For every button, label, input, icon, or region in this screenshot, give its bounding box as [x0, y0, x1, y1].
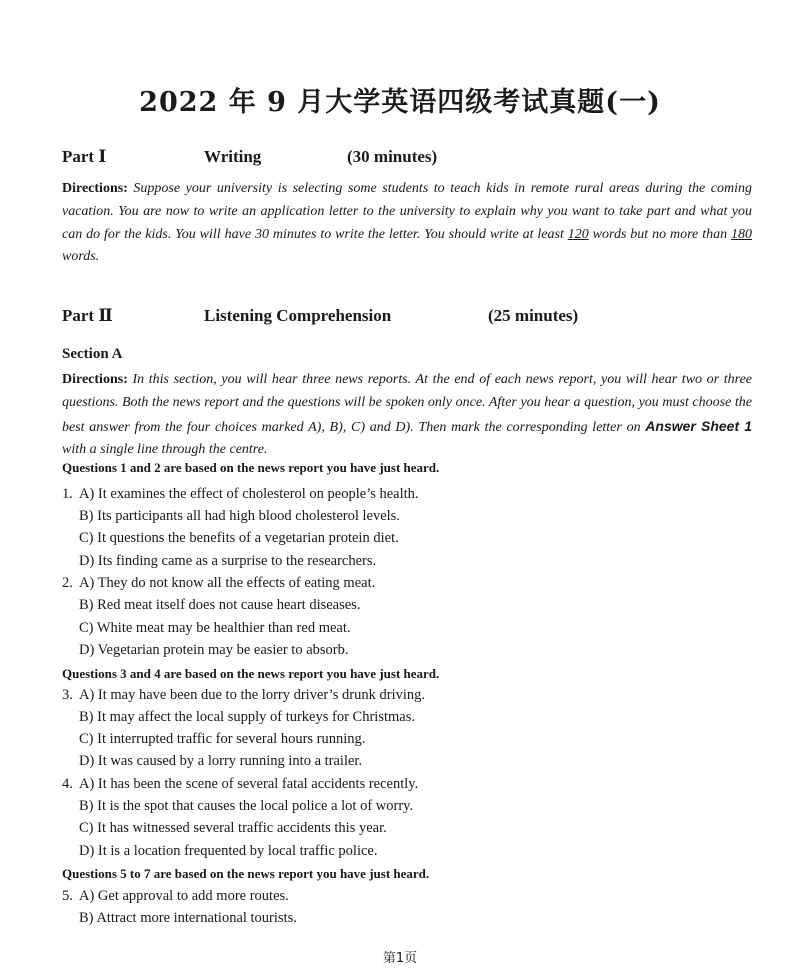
- part1-directions-text-c: words.: [62, 249, 100, 265]
- answer-option: A) Get approval to add more routes.: [79, 888, 289, 904]
- answer-option: B) It is the spot that causes the local police a lot of worry.: [79, 798, 414, 814]
- answer-option: D) Vegetarian protein may be easier to absorb.: [79, 642, 349, 658]
- part2-directions-label: Directions:: [62, 372, 128, 387]
- part1-directions-text-a: Suppose your university is selecting some students to teach kids in remote rural areas during the coming vacation. You are now to write an application letter to the university to explain why you want to take part and what you can do for the kids. You will have 30 minutes to write the letter. You should write at least: [62, 181, 752, 242]
- answer-option: B) Its participants all had high blood cholesterol levels.: [79, 508, 400, 524]
- answer-sheet-label: Answer Sheet 1: [645, 417, 752, 434]
- answer-option: B) Red meat itself does not cause heart diseases.: [79, 597, 361, 613]
- answer-option: A) It examines the effect of cholesterol on people’s health.: [79, 486, 419, 502]
- page-title: 2022 年 9 月大学英语四级考试真题(一): [139, 87, 661, 118]
- part1-directions-label: Directions:: [62, 181, 128, 196]
- question-number: 2.: [62, 575, 73, 591]
- part1-directions-text-b: words but no more than: [588, 226, 731, 242]
- question-number: 5.: [62, 888, 73, 904]
- part1-label: Part Ⅰ: [62, 147, 107, 166]
- part1-time: (30 minutes): [347, 147, 438, 166]
- part1-min-words: 120: [567, 226, 589, 242]
- answer-option: A) They do not know all the effects of eating meat.: [79, 575, 376, 591]
- part1-directions: [62, 178, 752, 269]
- answer-option: C) White meat may be healthier than red meat.: [79, 620, 351, 636]
- section-a-title: Section A: [62, 346, 123, 362]
- part1-name: Writing: [204, 147, 262, 166]
- question-number: 4.: [62, 776, 73, 792]
- answer-option: A) It has been the scene of several fatal accidents recently.: [79, 776, 419, 792]
- question-group-header: Questions 1 and 2 are based on the news report you have just heard.: [62, 460, 440, 475]
- part1-max-words: 180: [731, 226, 752, 242]
- part2-name: Listening Comprehension: [204, 306, 392, 325]
- part2-directions-text-b: with a single line through the centre.: [62, 442, 268, 458]
- page-number: 第1页: [382, 951, 418, 966]
- part2-label: Part Ⅱ: [62, 306, 113, 325]
- question-group-header: Questions 5 to 7 are based on the news report you have just heard.: [62, 866, 430, 881]
- answer-option: C) It questions the benefits of a vegetarian protein diet.: [79, 530, 399, 546]
- answer-option: B) It may affect the local supply of turkeys for Christmas.: [79, 709, 415, 725]
- answer-option: C) It interrupted traffic for several hours running.: [79, 731, 366, 747]
- answer-option: D) Its finding came as a surprise to the researchers.: [79, 553, 377, 569]
- question-group-header: Questions 3 and 4 are based on the news report you have just heard.: [62, 666, 440, 681]
- part2-time: (25 minutes): [488, 306, 579, 325]
- answer-option: C) It has witnessed several traffic accidents this year.: [79, 820, 387, 836]
- question-number: 3.: [62, 687, 73, 703]
- answer-option: D) It was caused by a lorry running into a trailer.: [79, 753, 363, 769]
- question-number: 1.: [62, 486, 73, 502]
- part2-directions: [62, 369, 752, 462]
- answer-option: B) Attract more international tourists.: [79, 910, 297, 926]
- answer-option: D) It is a location frequented by local traffic police.: [79, 843, 378, 859]
- part2-directions-text-a: In this section, you will hear three news reports. At the end of each news report, you will hear two or three questions. Both the news report and the questions will be spoken only once. After you hear a question, you must choose the best answer from the four choices marked A), B), C) and D). Then mark the corresponding letter on: [62, 372, 752, 435]
- answer-option: A) It may have been due to the lorry driver’s drunk driving.: [79, 687, 426, 703]
